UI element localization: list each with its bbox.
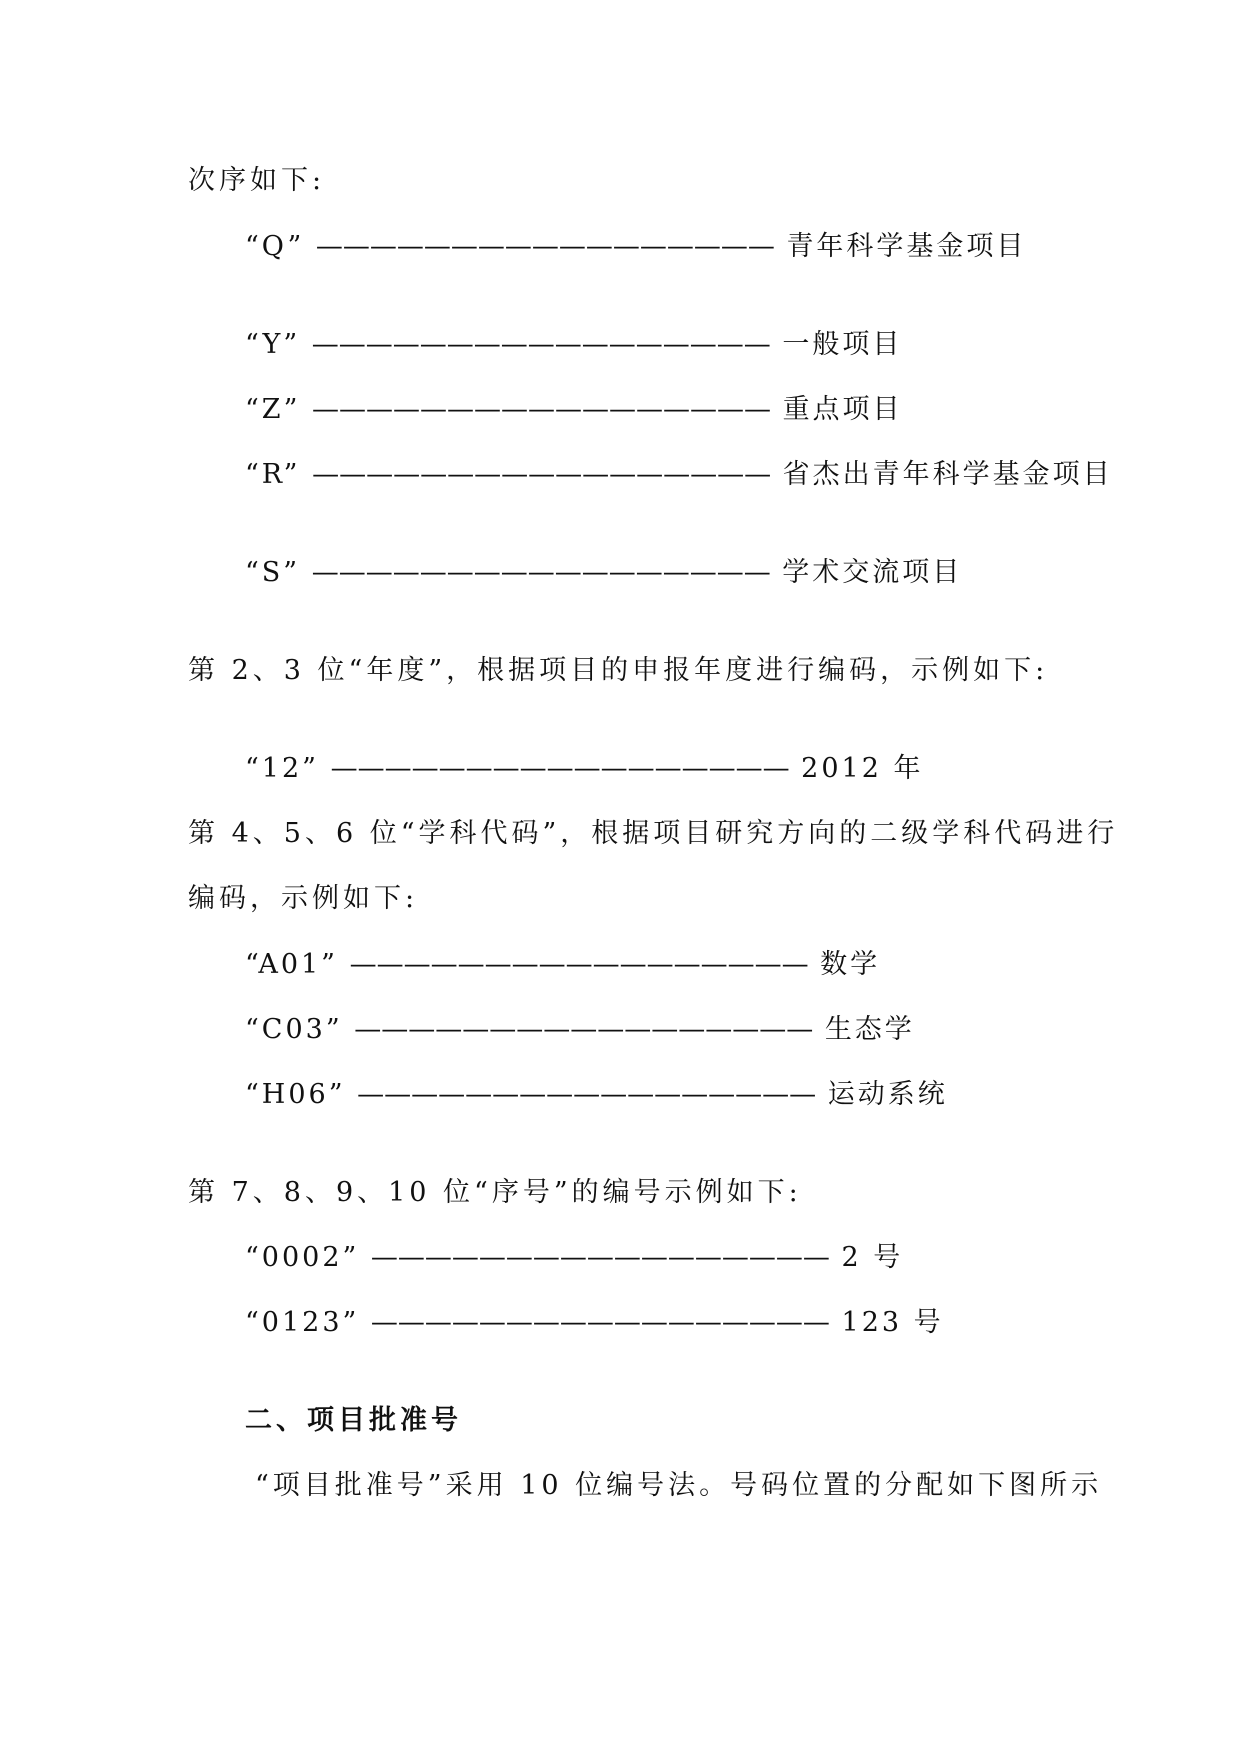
code-meaning: 123 号 bbox=[841, 1307, 944, 1338]
code-meaning: 学术交流项目 bbox=[782, 557, 963, 588]
subject-code-row bbox=[245, 947, 880, 983]
code-label: “Y” bbox=[245, 329, 301, 360]
code-label: “0002” bbox=[245, 1242, 360, 1273]
dash-leader: ————————————————— bbox=[312, 459, 772, 490]
year-code-row bbox=[245, 751, 923, 787]
section-heading: 二、项目批准号 bbox=[245, 1405, 462, 1436]
code-meaning: 运动系统 bbox=[827, 1079, 948, 1110]
code-meaning: 生态学 bbox=[824, 1014, 915, 1045]
type-code-row bbox=[245, 555, 962, 591]
type-code-row bbox=[245, 392, 903, 428]
dash-leader: ————————————————— bbox=[311, 557, 771, 588]
dash-leader: ————————————————— bbox=[311, 329, 771, 360]
dash-leader: ————————————————— bbox=[370, 1307, 830, 1338]
code-label: “C03” bbox=[245, 1014, 343, 1045]
code-meaning: 青年科学基金项目 bbox=[786, 231, 1027, 262]
code-label: “R” bbox=[245, 459, 301, 490]
subject-paragraph-line2: 编码，示例如下: bbox=[188, 883, 419, 914]
code-label: “Q” bbox=[245, 231, 305, 262]
code-label: “H06” bbox=[245, 1079, 346, 1110]
dash-leader: ————————————————— bbox=[370, 1242, 830, 1273]
code-meaning: 重点项目 bbox=[782, 394, 903, 425]
code-label: “A01” bbox=[245, 949, 338, 980]
code-label: “S” bbox=[245, 557, 301, 588]
dash-leader: ————————————————— bbox=[349, 949, 809, 980]
code-meaning: 数学 bbox=[820, 949, 881, 980]
code-label: “0123” bbox=[245, 1307, 360, 1338]
subject-code-row bbox=[245, 1077, 948, 1113]
code-label: “12” bbox=[245, 753, 319, 784]
serial-paragraph: 第 7、8、9、10 位“序号”的编号示例如下: bbox=[188, 1177, 802, 1208]
subject-code-row bbox=[245, 1012, 915, 1048]
type-code-row bbox=[245, 229, 1026, 265]
year-paragraph: 第 2、3 位“年度”，根据项目的申报年度进行编码，示例如下: bbox=[188, 655, 1049, 686]
type-code-row bbox=[245, 327, 902, 363]
intro-text: 次序如下: bbox=[188, 165, 326, 196]
code-meaning: 省杰出青年科学基金项目 bbox=[782, 459, 1113, 490]
dash-leader: ————————————————— bbox=[315, 231, 775, 262]
code-label: “Z” bbox=[245, 394, 301, 425]
serial-code-row bbox=[245, 1240, 903, 1276]
dash-leader: ————————————————— bbox=[357, 1079, 817, 1110]
code-meaning: 2 号 bbox=[841, 1242, 904, 1273]
code-meaning: 2012 年 bbox=[801, 753, 924, 784]
dash-leader: ————————————————— bbox=[330, 753, 790, 784]
type-code-row bbox=[245, 457, 1113, 493]
section-paragraph: “项目批准号”采用 10 位编号法。号码位置的分配如下图所示 bbox=[255, 1470, 1103, 1501]
dash-leader: ————————————————— bbox=[354, 1014, 814, 1045]
dash-leader: ————————————————— bbox=[311, 394, 771, 425]
code-meaning: 一般项目 bbox=[782, 329, 903, 360]
subject-paragraph-line1: 第 4、5、6 位“学科代码”，根据项目研究方向的二级学科代码进行 bbox=[188, 818, 1119, 849]
serial-code-row bbox=[245, 1305, 944, 1341]
